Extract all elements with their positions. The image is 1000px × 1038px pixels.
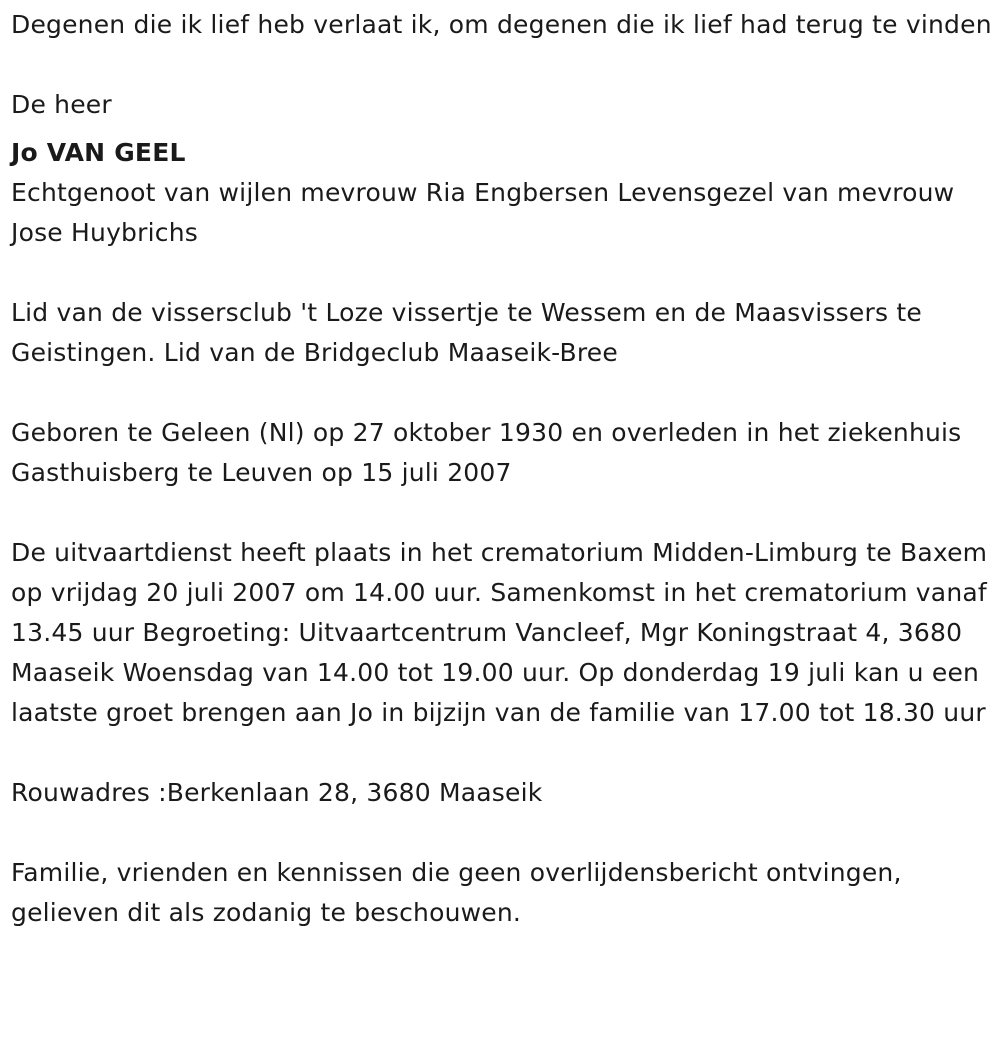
honorific-text: De heer [11,90,112,119]
deceased-name: Jo VAN GEEL [11,138,186,167]
obituary-document [11,5,996,973]
motto-paragraph: Degenen die ik lief heb verlaat ik, om degenen die ik lief had terug te vinden [11,10,992,39]
relations-paragraph: Echtgenoot van wijlen mevrouw Ria Engbersen Levensgezel van mevrouw Jose Huybrichs [11,178,955,247]
closing-paragraph: Familie, vrienden en kennissen die geen overlijdensbericht ontvingen, gelieven dit als zodanig te beschouwen. [11,858,902,927]
birth-death-paragraph: Geboren te Geleen (Nl) op 27 oktober 1930 en overleden in het ziekenhuis Gasthuisberg te Leuven op 15 juli 2007 [11,418,962,487]
memberships-paragraph: Lid van de vissersclub 't Loze vissertje te Wessem en de Maasvissers te Geistingen. Lid van de Bridgeclub Maaseik-Bree [11,298,922,367]
address-paragraph: Rouwadres :Berkenlaan 28, 3680 Maaseik [11,778,543,807]
funeral-paragraph: De uitvaartdienst heeft plaats in het crematorium Midden-Limburg te Baxem op vrijdag 20 juli 2007 om 14.00 uur. Samenkomst in het crematorium vanaf 13.45 uur Begroeting: Uitvaartcentrum Vancleef, Mgr Koningstraat 4, 3680 Maaseik Woensdag van 14.00 tot 19.00 uur. Op donderdag 19 juli kan u een laatste groet brengen aan Jo in bijzijn van de familie van 17.00 tot 18.30 uur [11,538,988,727]
